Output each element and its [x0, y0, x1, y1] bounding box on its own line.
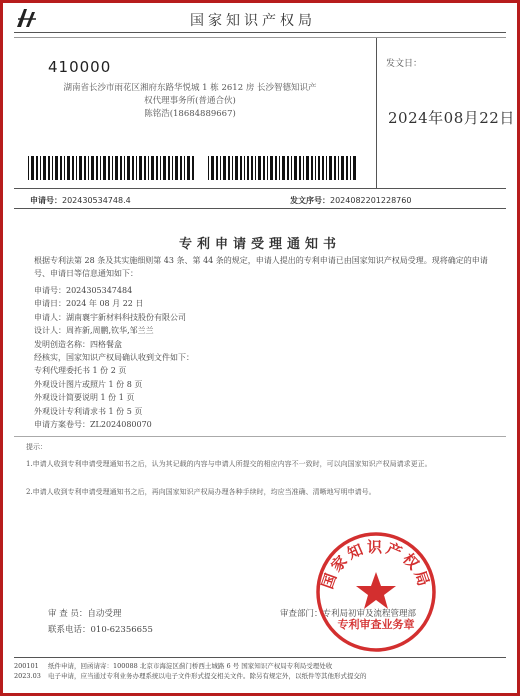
application-number — [30, 195, 131, 206]
seal-star-icon — [356, 572, 396, 609]
barcode-right — [208, 156, 358, 180]
header-rule-2 — [14, 37, 506, 38]
notice-intro: 根据专利法第 28 条及其实施细则第 43 条、第 44 条的规定，申请人提出的专利申请已由国家知识产权局受理。现将确定的申请号、申请日等信息通知如下： — [34, 256, 488, 278]
tips-rule — [14, 436, 506, 437]
footer-paper-note: 纸件申请，回函请寄：100088 北京市海淀区蓟门桥西土城路 6 号 国家知识产权局专利局受理处收 — [48, 662, 333, 670]
agency-name: 国家知识产权局 — [190, 13, 316, 29]
notice-item: 设计人：周祚新,周鹏,钦华,邹兰兰 — [34, 326, 154, 336]
address-divider — [376, 38, 377, 188]
recipient-address — [30, 82, 350, 121]
review-department: 审查部门：专利局初审及流程管理部 — [280, 609, 417, 619]
info-rule — [14, 208, 506, 209]
official-seal — [314, 530, 438, 654]
send-date-label: 发文日： — [386, 59, 423, 69]
notice-item: 外观设计图片或照片 1 份 8 页 — [34, 379, 143, 389]
address-line-2: 权代理事务所(普通合伙) — [144, 96, 236, 106]
notice-item: 外观设计简要说明 1 份 1 页 — [34, 393, 135, 403]
header-rule — [14, 32, 506, 33]
barcode-left — [28, 156, 198, 180]
postcode: 410000 — [48, 58, 112, 76]
footer-electronic-note: 电子申请，应当通过专利业务办理系统以电子文件形式提交相关文件。除另有规定外，以纸件等其他形式提交的 — [48, 672, 367, 680]
notice-item: 申请人：湖南襄宇新材料科技股份有限公司 — [34, 312, 186, 322]
notice-title: 专利申请受理通知书 — [178, 237, 341, 252]
serial-number-label: 发文序号： — [290, 196, 330, 205]
serial-number-value: 2024082201228760 — [330, 196, 412, 205]
notice-item: 经核实，国家知识产权局确认收到文件如下： — [34, 353, 194, 362]
tips-heading: 提示： — [26, 443, 47, 451]
address-line-3: 陈铭浩(18684889667) — [144, 109, 236, 119]
notice-item: 申请日：2024 年 08 月 22 日 — [34, 299, 144, 309]
notice-item: 发明创造名称：四格餐盒 — [34, 339, 122, 349]
address-line-1: 湖南省长沙市雨花区湘府东路华悦城 1 栋 2612 房 长沙智德知识产 — [63, 83, 317, 93]
notice-item: 申请方案卷号：ZL2024080070 — [34, 420, 152, 429]
tip-1: 1.申请人收到专利申请受理通知书之后，认为其记载的内容与申请人所提交的相应内容不一致时，可以向国家知识产权局请求更正。 — [26, 460, 432, 468]
footer-rule — [14, 657, 506, 658]
application-number-value: 202430534748.4 — [62, 196, 131, 205]
seal-outer-text: 国家知识产权局 — [318, 538, 434, 592]
application-number-label: 申请号： — [30, 196, 62, 205]
notice-item: 外观设计专利请求书 1 份 5 页 — [34, 406, 143, 416]
contact-phone: 联系电话：010-62356655 — [48, 625, 153, 635]
examiner: 审 查 员：自动受理 — [48, 609, 122, 619]
notice-item: 专利代理委托书 1 份 2 页 — [34, 366, 127, 376]
notice-item: 申请号：2024305347484 — [34, 286, 133, 295]
address-rule — [14, 188, 506, 189]
serial-number — [290, 195, 411, 206]
cnipa-logo-icon — [14, 6, 40, 30]
footer-code-2: 2023.03 — [14, 672, 41, 680]
seal-inner-text: 专利审查业务章 — [337, 618, 415, 631]
footer-code-1: 200101 — [14, 662, 39, 670]
tip-2: 2.申请人收到专利申请受理通知书之后，再向国家知识产权局办理各种手续时，均应当准确、清晰地写明申请号。 — [26, 488, 376, 496]
send-date-value: 2024年08月22日 — [388, 109, 515, 127]
